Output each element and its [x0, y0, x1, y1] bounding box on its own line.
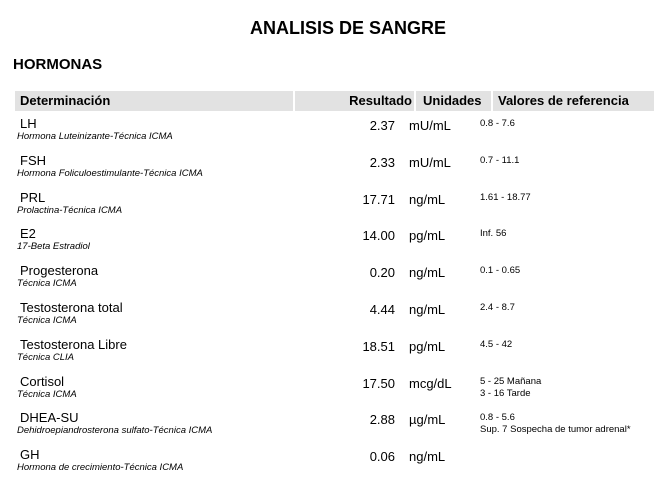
- determination-name: Testosterona Libre: [20, 336, 127, 352]
- result-value: 0.06: [369, 449, 395, 465]
- reference-range: 5 - 25 Mañana: [480, 375, 542, 387]
- table-row: [0, 447, 654, 484]
- result-units: mU/mL: [409, 118, 451, 133]
- reference-range-note: Sup. 7 Sospecha de tumor adrenal*: [480, 424, 631, 436]
- result-units: mU/mL: [409, 154, 451, 170]
- result-units: ng/mL: [409, 302, 446, 317]
- reference-range: 0.7 - 11.1: [480, 154, 520, 166]
- result-units: mcg/dL: [409, 375, 452, 391]
- result-units: µg/mL: [409, 412, 446, 428]
- table-row: [0, 226, 654, 263]
- result-units: ng/mL: [409, 449, 446, 465]
- table-row: [0, 374, 654, 411]
- header-determinacion: Determinación: [15, 91, 293, 111]
- result-value: 14.00: [362, 228, 395, 244]
- result-value: 17.50: [362, 375, 395, 391]
- header-resultado: Resultado: [295, 91, 414, 111]
- reference-range-note: 3 - 16 Tarde: [480, 387, 531, 399]
- reference-range: Inf. 56: [480, 228, 507, 240]
- result-units: pg/mL: [409, 338, 446, 354]
- result-units: pg/mL: [409, 228, 446, 244]
- determination-method: Técnica ICMA: [17, 278, 77, 290]
- determination-method: Técnica ICMA: [17, 388, 77, 400]
- table-header: [15, 91, 654, 111]
- document-title: ANALISIS DE SANGRE: [249, 18, 447, 38]
- determination-method: Técnica ICMA: [17, 315, 77, 326]
- determination-name: Cortisol: [20, 373, 65, 389]
- result-units: ng/mL: [409, 265, 446, 281]
- determination-name: Progesterona: [20, 263, 99, 279]
- determination-method: Hormona Luteinizante-Técnica ICMA: [17, 131, 173, 142]
- determination-name: E2: [20, 226, 36, 242]
- determination-method: Dehidroepiandrosterona sulfato-Técnica ICMA: [17, 425, 213, 437]
- result-value: 4.44: [369, 302, 395, 317]
- reference-range: 0.8 - 5.6: [480, 412, 515, 424]
- result-value: 18.51: [362, 338, 395, 354]
- result-value: 0.20: [369, 265, 395, 281]
- reference-range: 2.4 - 8.7: [480, 302, 515, 313]
- table-row: [0, 153, 654, 190]
- determination-name: GH: [20, 447, 40, 463]
- result-value: 17.71: [362, 191, 395, 207]
- table-row: [0, 263, 654, 300]
- table-row: [0, 300, 654, 337]
- header-unidades: Unidades: [416, 91, 491, 111]
- result-units: ng/mL: [409, 191, 446, 207]
- determination-name: Testosterona total: [20, 300, 123, 315]
- determination-name: LH: [20, 116, 37, 131]
- reference-range: 0.1 - 0.65: [480, 265, 521, 277]
- result-value: 2.33: [369, 154, 395, 170]
- determination-method: Hormona de crecimiento-Técnica ICMA: [17, 462, 184, 474]
- result-value: 2.88: [369, 412, 395, 428]
- determination-name: DHEA-SU: [20, 410, 79, 426]
- reference-range: 1.61 - 18.77: [480, 191, 531, 203]
- determination-method: Prolactina-Técnica ICMA: [17, 204, 123, 216]
- determination-name: FSH: [20, 152, 46, 168]
- determination-method: Técnica CLIA: [17, 351, 75, 363]
- table-row: [0, 337, 654, 374]
- result-value: 2.37: [369, 118, 395, 133]
- reference-range: 0.8 - 7.6: [480, 118, 515, 129]
- reference-range: 4.5 - 42: [480, 338, 513, 350]
- section-heading: HORMONAS: [13, 56, 103, 73]
- table-row: [0, 410, 654, 447]
- table-row: [0, 116, 654, 153]
- determination-method: 17-Beta Estradiol: [17, 241, 90, 253]
- determination-method: Hormona Foliculoestimulante-Técnica ICMA: [17, 167, 203, 179]
- determination-name: PRL: [20, 189, 46, 205]
- table-row: [0, 190, 654, 227]
- header-valores-referencia: Valores de referencia: [493, 91, 654, 111]
